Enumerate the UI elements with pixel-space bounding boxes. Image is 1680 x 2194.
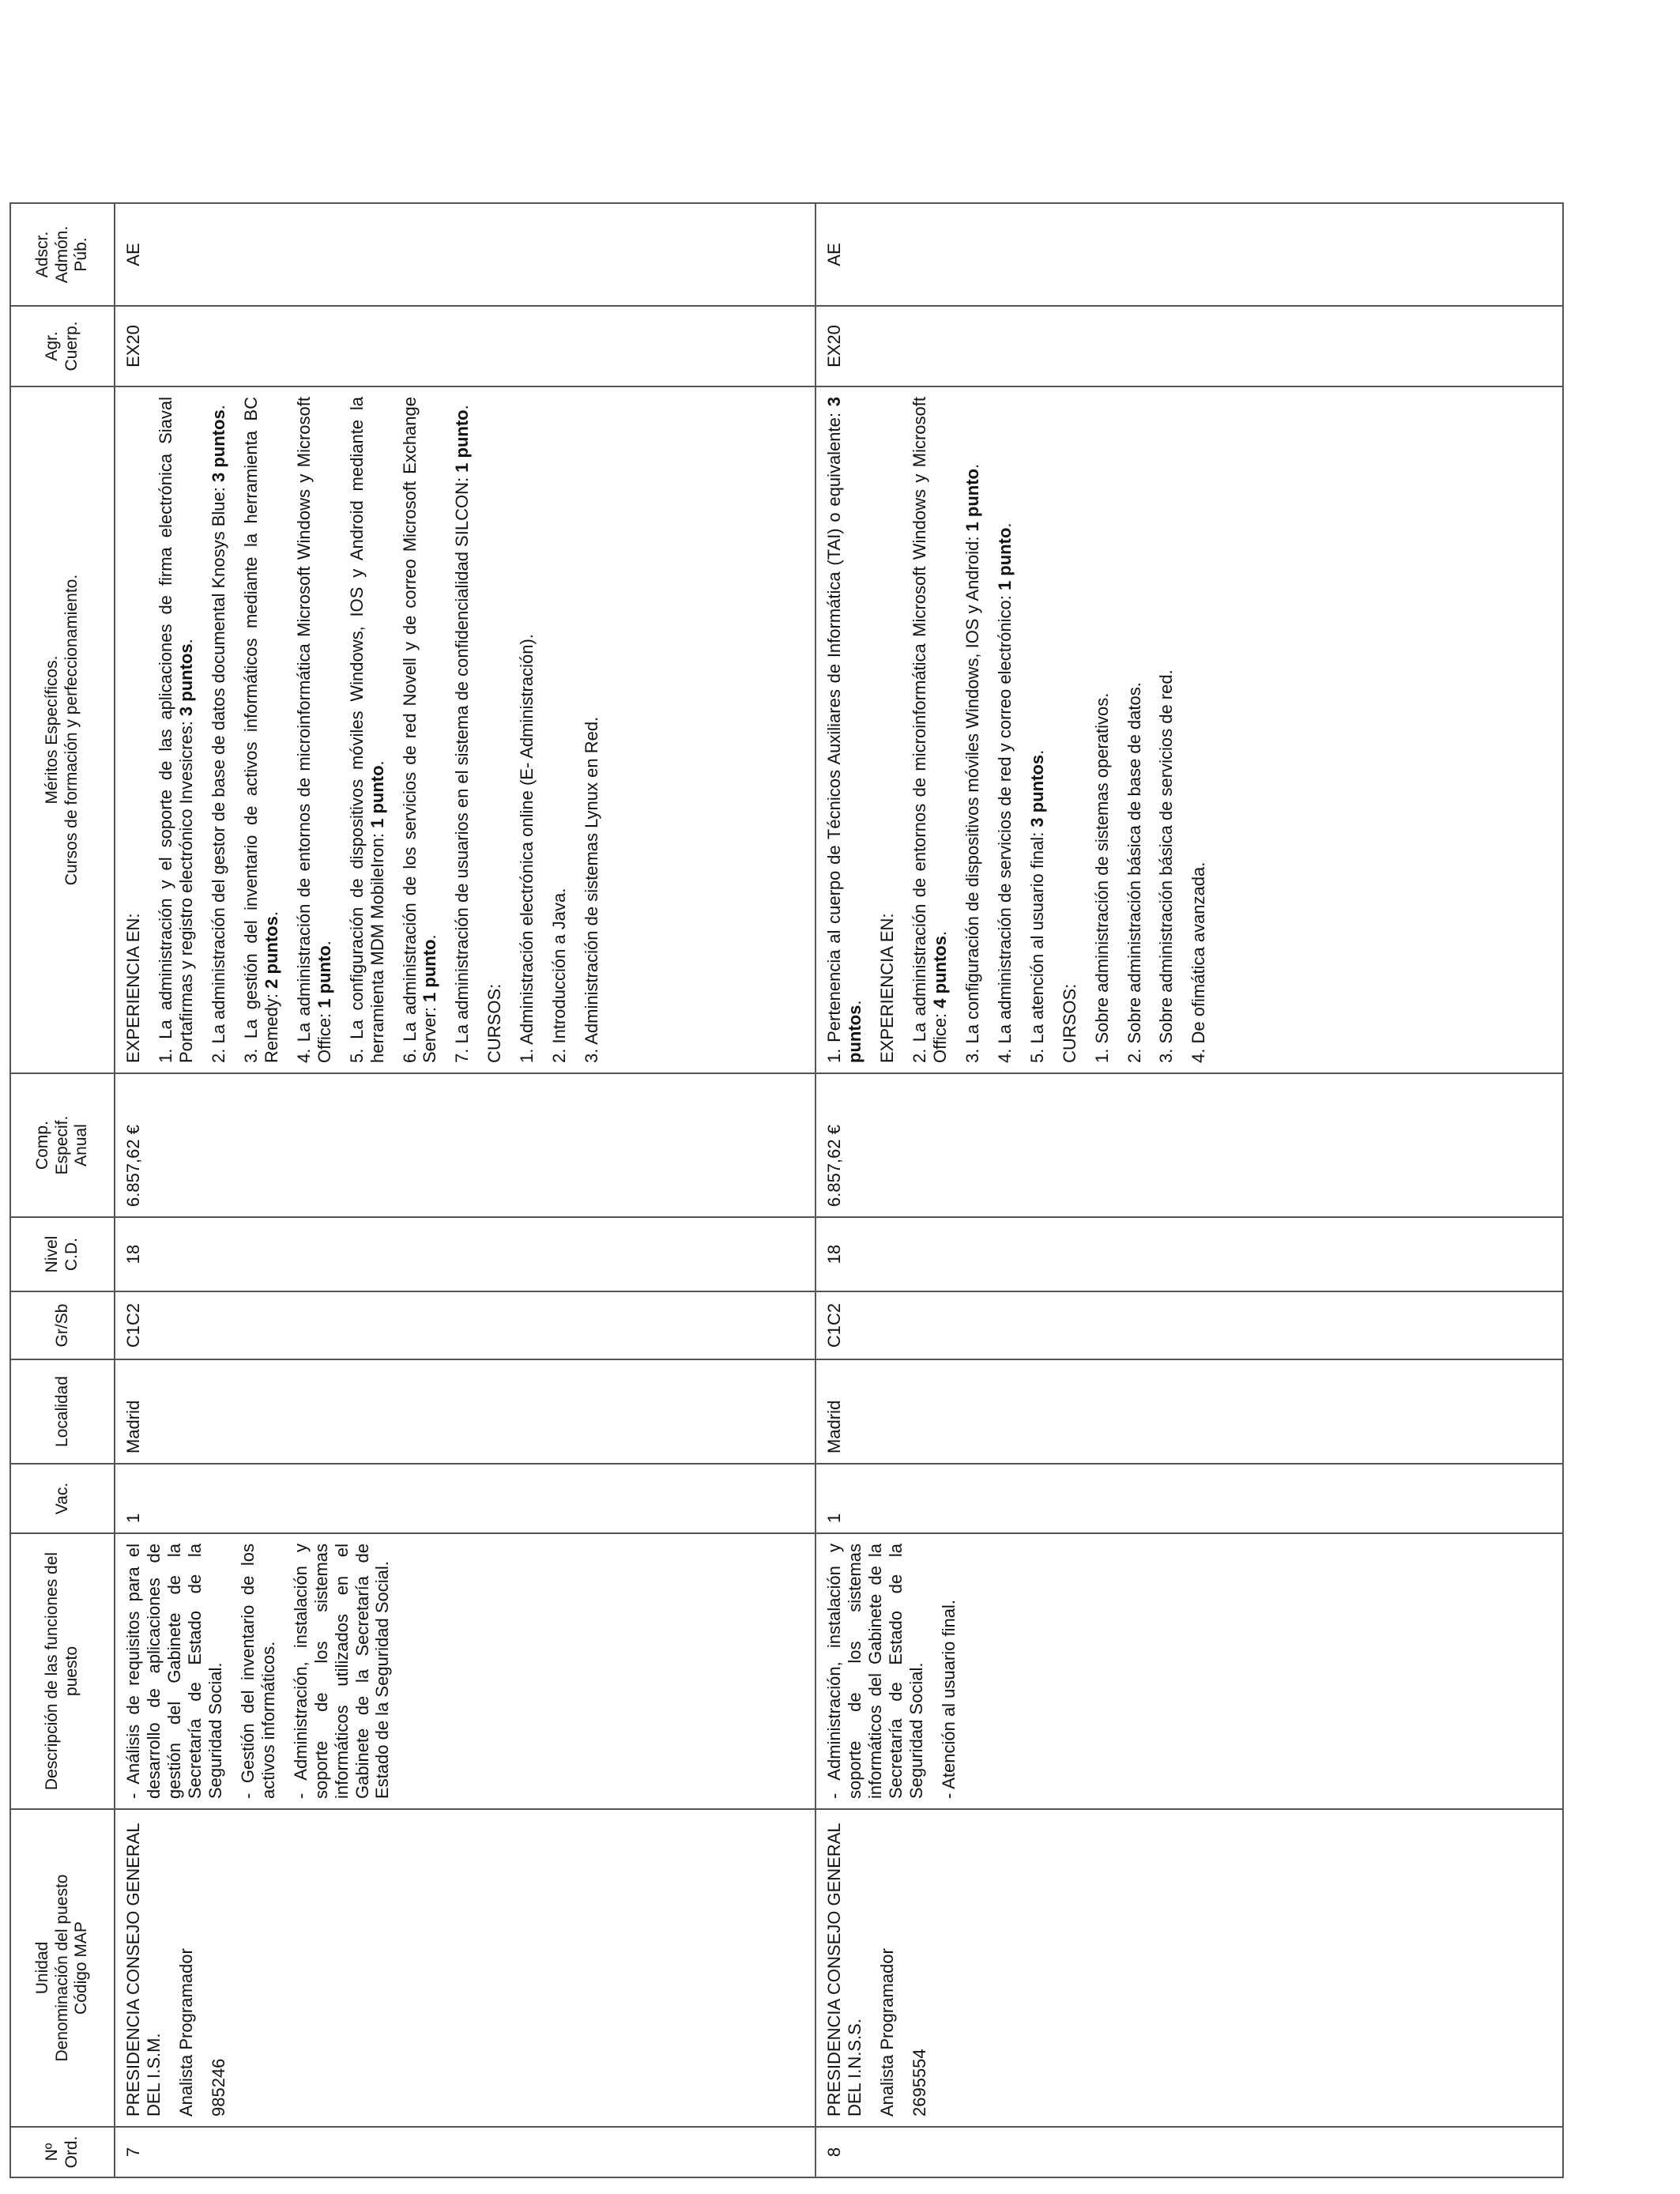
merit-points: 1 punto — [962, 469, 982, 532]
unit-line: Analista Programador — [175, 1948, 196, 2117]
cell-locality — [816, 1359, 1563, 1464]
course-item: 3. Sobre administración básica de servicios de red. — [1156, 669, 1177, 1063]
merit-item — [347, 397, 388, 1063]
cell-level-value: 18 — [123, 1244, 143, 1265]
cell-vacancies-value: 1 — [824, 1513, 844, 1523]
header-line: Admón. — [52, 225, 71, 284]
grouping-value: EX20 — [123, 325, 143, 368]
merit-end: . — [1026, 749, 1047, 755]
merit-points: 1 punto — [994, 527, 1015, 591]
cell-locality — [115, 1359, 816, 1464]
merit-text: 1. Pertenencia al cuerpo de Técnicos Auxiliares de Informática (TAI) o equivalente: — [824, 406, 844, 1063]
merit-item — [824, 397, 865, 1063]
header-line: Código MAP — [72, 1921, 91, 2015]
merit-end: . — [994, 522, 1015, 528]
cell-merits — [115, 386, 816, 1073]
merit-item — [995, 397, 1015, 1063]
merit-points: 1 punto — [452, 409, 473, 473]
cell-grouping — [816, 306, 1563, 386]
unit-line: Analista Programador — [876, 1948, 897, 2117]
cell-level — [115, 1217, 816, 1291]
cell-merits — [816, 386, 1563, 1073]
header-line: Comp. — [32, 1121, 51, 1170]
merit-text: 5. La configuración de dispositivos móviles Windows, IOS y Android mediante la herramienta MDM MobileIron: — [346, 397, 387, 1063]
merit-end: . — [175, 639, 196, 644]
header-line: Localidad — [52, 1376, 71, 1447]
merit-end: . — [420, 934, 440, 940]
header-comp — [10, 1073, 115, 1217]
header-no — [10, 2127, 115, 2177]
header-loc — [10, 1359, 115, 1464]
cell-unit — [816, 1809, 1563, 2127]
merit-end: . — [261, 911, 281, 917]
header-line: Vac. — [52, 1482, 71, 1515]
merit-points: 1 punto — [314, 945, 334, 1008]
header-line: Anual — [72, 1124, 91, 1167]
cell-vacancies-value: 1 — [123, 1513, 143, 1523]
merit-text: 7. La administración de usuarios en el sistema de confidencialidad SILCON: — [452, 472, 473, 1063]
header-line: Méritos Específicos. — [43, 655, 62, 805]
cell-group-value: C1C2 — [824, 1302, 844, 1348]
header-gr — [10, 1291, 115, 1359]
cell-no — [816, 2127, 1563, 2177]
course-item: 3. Administración de sistemas Lynux en Red. — [582, 716, 602, 1063]
cell-desc — [115, 1533, 816, 1809]
positions-table — [9, 202, 1564, 2178]
merit-text: 4. La administración de servicios de red y correo electrónico: — [994, 590, 1015, 1063]
table-row — [115, 203, 816, 2177]
header-line: Nº — [43, 2143, 62, 2162]
cell-level-value: 18 — [824, 1244, 844, 1265]
merit-end: . — [929, 930, 950, 937]
merit-points: 1 punto — [367, 765, 387, 828]
header-line: Especif. — [52, 1115, 71, 1175]
function-item: - Análisis de requisitos para el desarrollo de aplicaciones de gestión del Gabinete de la Secretaría de Estado de la Seguridad Social. — [123, 1544, 225, 1799]
header-line: Denominación del puesto — [52, 1874, 71, 2062]
header-ads — [10, 203, 115, 306]
header-line: Descripción de las funciones del — [43, 1551, 62, 1791]
merit-points: 2 puntos — [261, 916, 281, 989]
merits-heading: EXPERIENCIA EN: — [876, 913, 897, 1063]
cell-complement — [816, 1073, 1563, 1217]
header-line: Gr/Sb — [52, 1303, 71, 1348]
header-line: Ord. — [62, 2136, 81, 2169]
header-desc — [10, 1533, 115, 1809]
merit-points: 3 puntos — [824, 397, 864, 1063]
grouping-value: EX20 — [824, 325, 844, 368]
merit-points: 3 puntos — [175, 643, 196, 717]
cell-administration — [816, 203, 1563, 306]
merit-item — [962, 397, 983, 1063]
merit-end: . — [208, 405, 228, 410]
header-line: Nivel — [43, 1235, 62, 1273]
function-item: - Administración, instalación y soporte de los sistemas informáticos del Gabinete de la Secretaría de Estado de la Seguridad Social. — [824, 1544, 926, 1799]
course-item: 4. De ofimática avanzada. — [1188, 861, 1209, 1063]
administration-value: AE — [824, 243, 844, 266]
header-unit — [10, 1809, 115, 2127]
cell-group — [115, 1291, 816, 1359]
header-niv — [10, 1217, 115, 1291]
header-line: Cuerp. — [62, 321, 81, 371]
order-number: 7 — [123, 2147, 143, 2158]
header-line: Cursos de formación y perfeccionamiento. — [62, 574, 81, 886]
merits-heading: EXPERIENCIA EN: — [123, 913, 143, 1063]
administration-value: AE — [123, 243, 143, 266]
merit-item — [156, 397, 197, 1063]
header-line: Unidad — [32, 1941, 51, 1995]
merit-text: 6. La administración de los servicios de red Novell y de correo Microsoft Exchange Server: — [399, 397, 440, 1063]
header-line: Adscr. — [32, 231, 51, 278]
merit-text: 1. La administración y el soporte de las aplicaciones de firma electrónica Siaval Portafirmas y registro electrónico Invesicres: — [155, 397, 196, 1063]
merit-end: . — [962, 463, 982, 469]
unit-line: 2695554 — [909, 2049, 929, 2117]
merit-end: . — [452, 405, 473, 410]
merit-text: 3. La configuración de dispositivos móviles Windows, IOS y Android: — [962, 531, 982, 1063]
courses-heading: CURSOS: — [1059, 983, 1079, 1063]
cell-complement — [115, 1073, 816, 1217]
cell-group-value: C1C2 — [123, 1302, 143, 1348]
merit-points: 3 puntos — [1026, 754, 1047, 827]
cell-grouping — [115, 306, 816, 386]
merit-end: . — [844, 1000, 864, 1005]
cell-vacancies — [816, 1464, 1563, 1533]
cell-complement-value: 6.857,62 € — [123, 1125, 143, 1207]
table-row — [816, 203, 1563, 2177]
merit-points: 1 punto — [420, 939, 440, 1002]
header-line: Agr. — [43, 331, 62, 361]
merit-text: 2. La administración de entornos de microinformática Microsoft Windows y Microsoft Office: — [909, 397, 950, 1063]
header-line: C.D. — [62, 1238, 81, 1271]
order-number: 8 — [824, 2147, 844, 2158]
unit-line: 985246 — [208, 2058, 228, 2117]
cell-desc — [816, 1533, 1563, 1809]
merit-item — [241, 397, 282, 1063]
merit-text: 5. La atención al usuario final: — [1026, 827, 1047, 1063]
merit-points: 4 puntos — [929, 936, 950, 1008]
course-item: 1. Administración electrónica online (E- Administración). — [517, 634, 537, 1063]
cell-administration — [115, 203, 816, 306]
cell-vacancies — [115, 1464, 816, 1533]
merit-item — [1027, 397, 1048, 1063]
function-item: - Administración, instalación y soporte de los sistemas informáticos utilizados en el Gabinete de la Secretaría de Estado de la Seguridad Social. — [290, 1544, 393, 1799]
merit-text: 2. La administración del gestor de base de datos documental Knosys Blue: — [208, 481, 228, 1063]
merit-text: 3. La gestión del inventario de activos informáticos mediante la herramienta BC Remedy: — [240, 397, 281, 1063]
unit-line: PRESIDENCIA CONSEJO GENERAL DEL I.N.S.S. — [824, 1823, 864, 2117]
merit-item — [294, 397, 335, 1063]
merit-end: . — [314, 941, 334, 946]
course-item: 2. Sobre administración básica de base de datos. — [1124, 682, 1144, 1063]
merit-item — [209, 397, 229, 1063]
header-mer — [10, 386, 115, 1073]
header-vac — [10, 1464, 115, 1533]
merit-text: 4. La administración de entornos de microinformática Microsoft Windows y Microsoft Office: — [293, 397, 334, 1063]
cell-level — [816, 1217, 1563, 1291]
header-line: Púb. — [72, 237, 91, 272]
cell-no — [115, 2127, 816, 2177]
course-item: 1. Sobre administración de sistemas operativos. — [1091, 692, 1112, 1063]
unit-line: PRESIDENCIA CONSEJO GENERAL DEL I.S.M. — [123, 1823, 164, 2117]
cell-locality-value: Madrid — [824, 1400, 844, 1453]
merit-points: 3 puntos — [208, 409, 228, 482]
courses-heading: CURSOS: — [484, 983, 505, 1063]
cell-unit — [115, 1809, 816, 2127]
cell-group — [816, 1291, 1563, 1359]
course-item: 2. Introducción a Java. — [549, 888, 570, 1063]
header-row — [10, 203, 115, 2177]
header-agr — [10, 306, 115, 386]
function-item: - Atención al usuario final. — [938, 1600, 959, 1799]
merit-item — [452, 397, 473, 1063]
merit-end: . — [367, 760, 387, 766]
header-line: puesto — [62, 1646, 81, 1697]
function-item: - Gestión del inventario de los activos informáticos. — [237, 1544, 278, 1799]
cell-locality-value: Madrid — [123, 1400, 143, 1453]
merit-item — [400, 397, 441, 1063]
cell-complement-value: 6.857,62 € — [824, 1125, 844, 1207]
merit-item — [910, 397, 951, 1063]
